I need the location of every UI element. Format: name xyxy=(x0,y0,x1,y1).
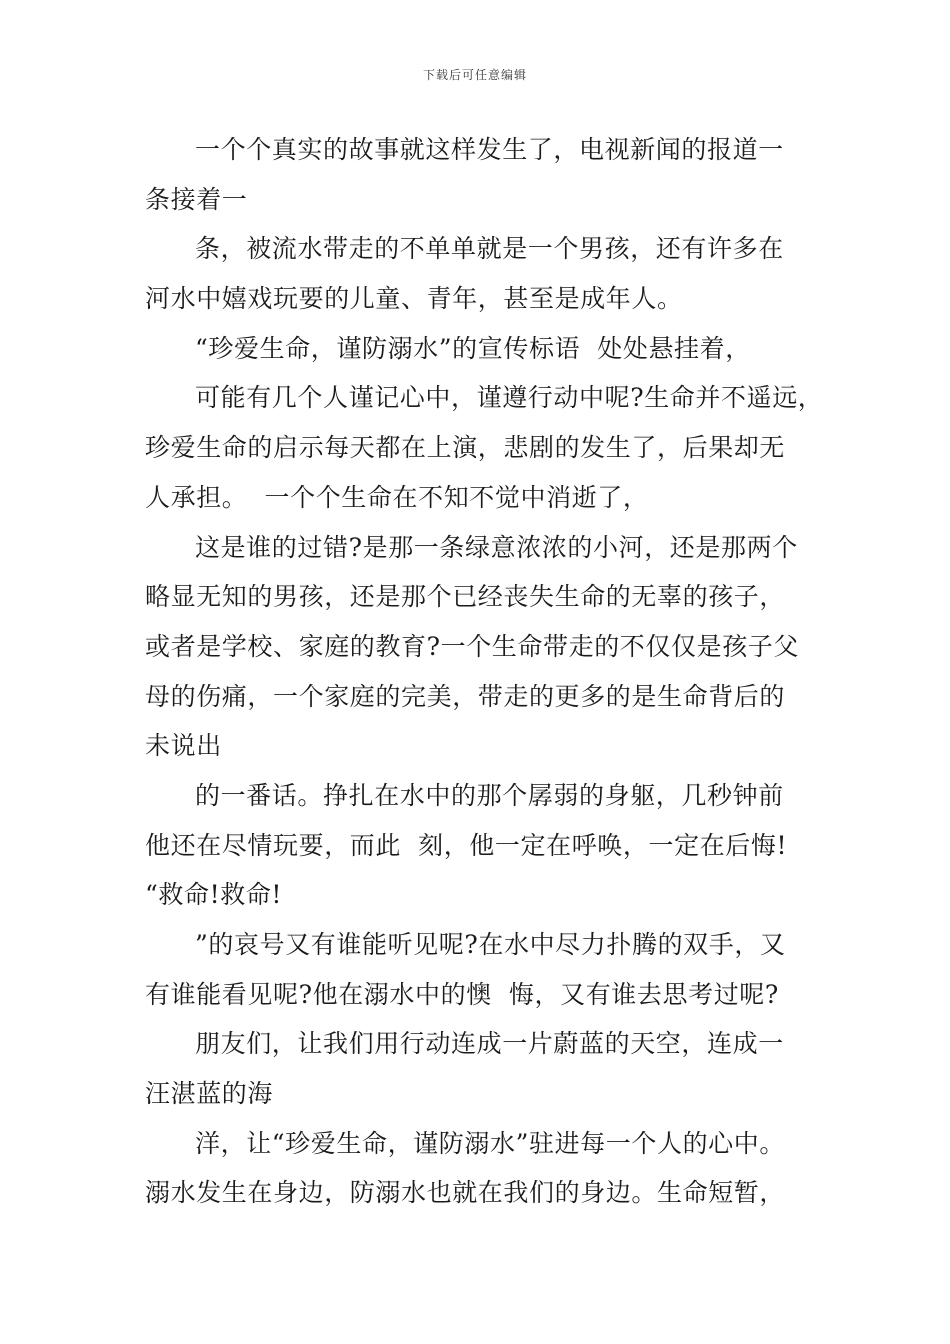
text-line: ”的哀号又有谁能听见呢?在水中尽力扑腾的双手，又 xyxy=(195,930,786,959)
text-line: 条接着一 xyxy=(145,184,248,214)
text-line: 有谁能看见呢?他在溺水中的懊 悔，又有谁去思考过呢? xyxy=(145,979,779,1009)
text-line: 条，被流水带走的不单单就是一个男孩，还有许多在 xyxy=(195,234,784,264)
text-line: 河水中嬉戏玩要的儿童、青年，甚至是成年人。 xyxy=(145,284,683,314)
text-line: 一个个真实的故事就这样发生了，电视新闻的报道一 xyxy=(195,135,784,164)
text-line: 人承担。 一个个生命在不知不觉中消逝了， xyxy=(145,482,649,512)
text-line: 珍爱生命的启示每天都在上演，悲剧的发生了，后果却无 xyxy=(145,433,786,463)
text-line: 这是谁的过错?是那一条绿意浓浓的小河，还是那两个 xyxy=(195,532,798,562)
page-header: 下载后可任意编辑 xyxy=(422,68,527,82)
text-line: 未说出 xyxy=(145,731,222,761)
text-line: 他还在尽情玩要，而此 刻，他一定在呼唤，一定在后悔! xyxy=(145,830,788,860)
text-line: 略显无知的男孩，还是那个已经丧失生命的无辜的孩子， xyxy=(145,582,786,612)
text-line: 的一番话。挣扎在水中的那个孱弱的身躯，几秒钟前 xyxy=(195,780,784,810)
text-line: 朋友们，让我们用行动连成一片蔚蓝的天空，连成一 xyxy=(195,1029,784,1059)
text-line: 可能有几个人谨记心中，谨遵行动中呢?生命并不遥远， xyxy=(195,383,824,413)
text-line: “珍爱生命，谨防溺水”的宣传标语 处处悬挂着， xyxy=(195,333,751,363)
text-line: 或者是学校、家庭的教育?一个生命带走的不仅仅是孩子父 xyxy=(145,631,800,661)
text-line: 母的伤痛，一个家庭的完美，带走的更多的是生命背后的 xyxy=(145,681,786,711)
text-line: 洋，让“珍爱生命，谨防溺水”驻进每一个人的心中。 xyxy=(195,1128,785,1158)
text-line: “救命!救命! xyxy=(145,880,283,910)
text-line: 溺水发生在身边，防溺水也就在我们的身边。生命短暂， xyxy=(145,1178,786,1208)
text-line: 汪湛蓝的海 xyxy=(145,1079,274,1109)
document-body xyxy=(145,125,825,1218)
